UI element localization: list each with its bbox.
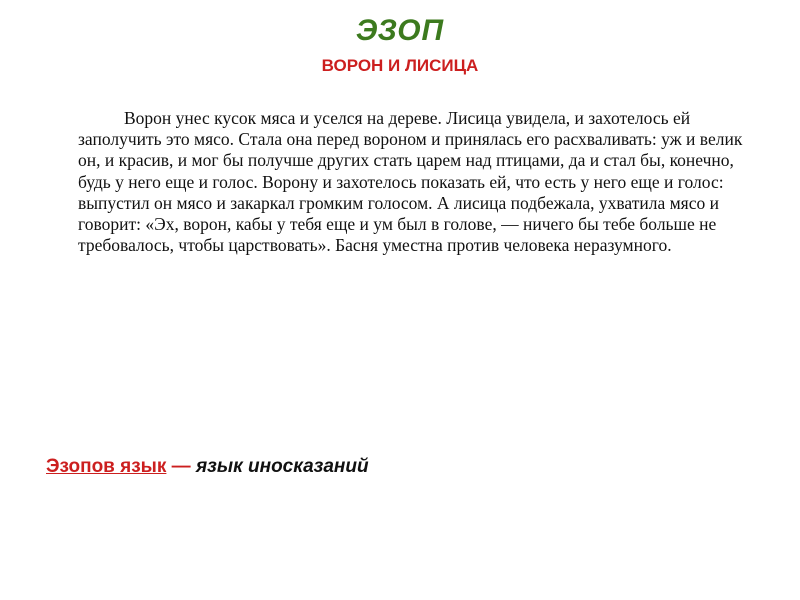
definition-dash: — — [166, 456, 196, 477]
term-definition: язык иносказаний — [195, 456, 369, 477]
fable-text: Ворон унес кусок мяса и уселся на дереве. Лисица увидела, и захотелось ей заполучить это мясо. Стала она перед вороном и принялась его расхваливать: уж и велик он, и красив, и мог бы получше других стать царем над птицами, да и стал бы, конечно, будь у него еще и голос. Ворону и захотелось показать ей, что есть у него еще и голос: выпустил он мясо и закаркал громким голосом. А лисица подбежала, ухватила мясо и говорит: «Эх, ворон, кабы у тебя еще и ум был в голове, — ничего бы тебе больше не требовалось, чтобы царствовать». Басня уместна против человека неразумного. — [78, 108, 743, 256]
fable-title: ВОРОН И ЛИСИЦА — [321, 56, 479, 75]
author-heading: ЭЗОП — [355, 14, 445, 47]
term-aesopian-language: Эзопов язык — [46, 456, 167, 477]
footer-definition — [46, 456, 369, 478]
